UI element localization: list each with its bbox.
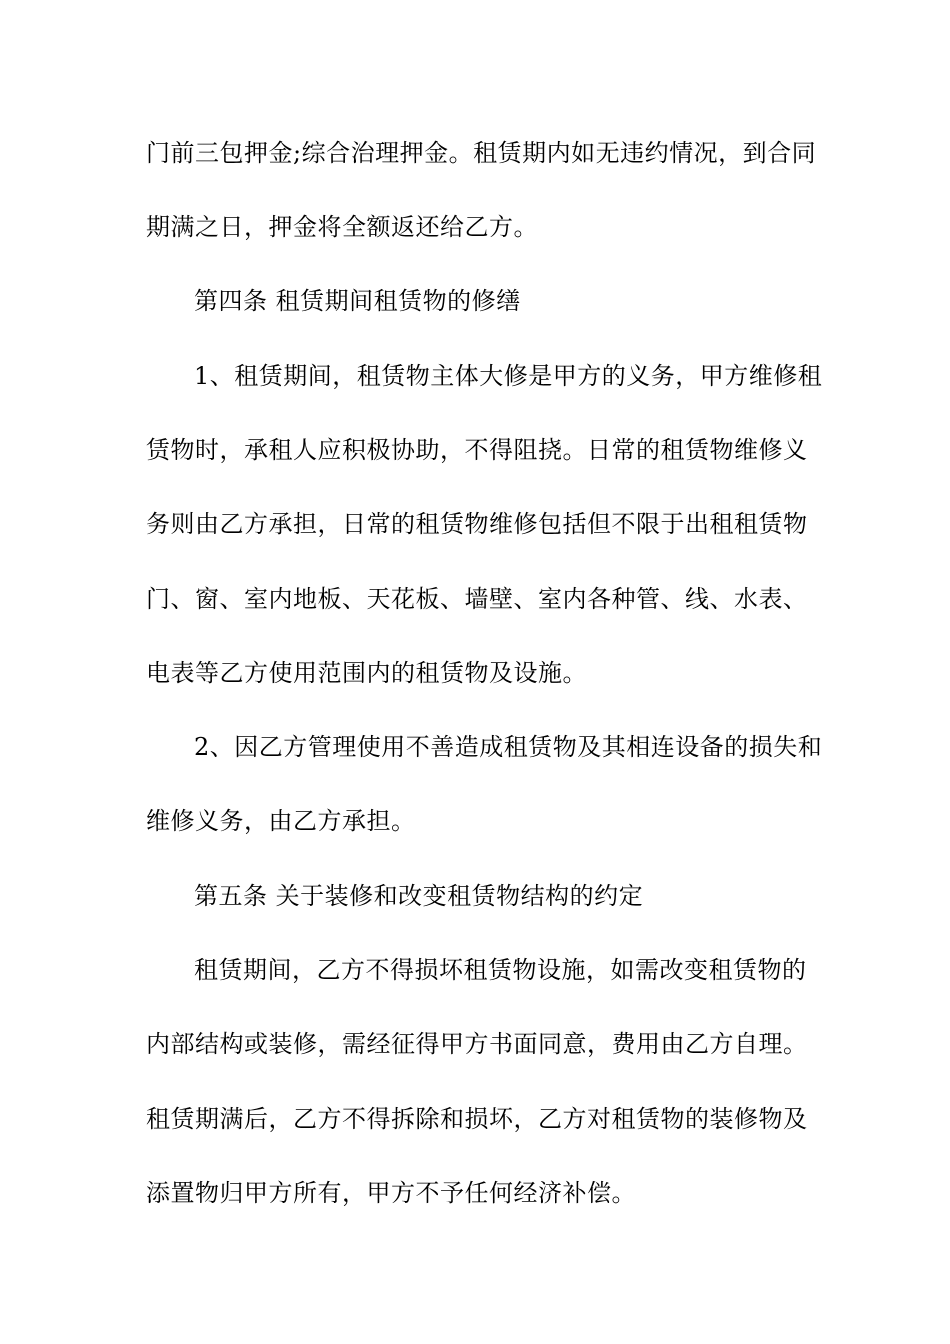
paragraph-line: 期满之日，押金将全额返还给乙方。 <box>146 213 538 241</box>
paragraph-line: 2、因乙方管理使用不善造成租赁物及其相连设备的损失和 <box>194 733 823 761</box>
section-heading-5: 第五条 关于装修和改变租赁物结构的约定 <box>194 882 644 910</box>
section-heading-4: 第四条 租赁期间租赁物的修缮 <box>194 287 521 315</box>
paragraph-line: 1、租赁期间，租赁物主体大修是甲方的义务，甲方维修租 <box>194 362 823 390</box>
paragraph-line: 租赁期间，乙方不得损坏租赁物设施，如需改变租赁物的 <box>194 956 807 984</box>
paragraph-line: 门前三包押金;综合治理押金。租赁期内如无违约情况，到合同 <box>146 139 817 167</box>
paragraph-line: 务则由乙方承担，日常的租赁物维修包括但不限于出租租赁物 <box>146 510 808 538</box>
paragraph-line: 门、窗、室内地板、天花板、墙壁、室内各种管、线、水表、 <box>146 585 808 613</box>
paragraph-line: 赁物时，承租人应积极协助，不得阻挠。日常的租赁物维修义 <box>146 436 808 464</box>
paragraph-line: 维修义务，由乙方承担。 <box>146 807 416 835</box>
paragraph-line: 内部结构或装修，需经征得甲方书面同意，费用由乙方自理。 <box>146 1030 808 1058</box>
paragraph-line: 租赁期满后，乙方不得拆除和损坏，乙方对租赁物的装修物及 <box>146 1105 808 1133</box>
paragraph-line: 电表等乙方使用范围内的租赁物及设施。 <box>146 659 587 687</box>
paragraph-line: 添置物归甲方所有，甲方不予任何经济补偿。 <box>146 1179 636 1207</box>
